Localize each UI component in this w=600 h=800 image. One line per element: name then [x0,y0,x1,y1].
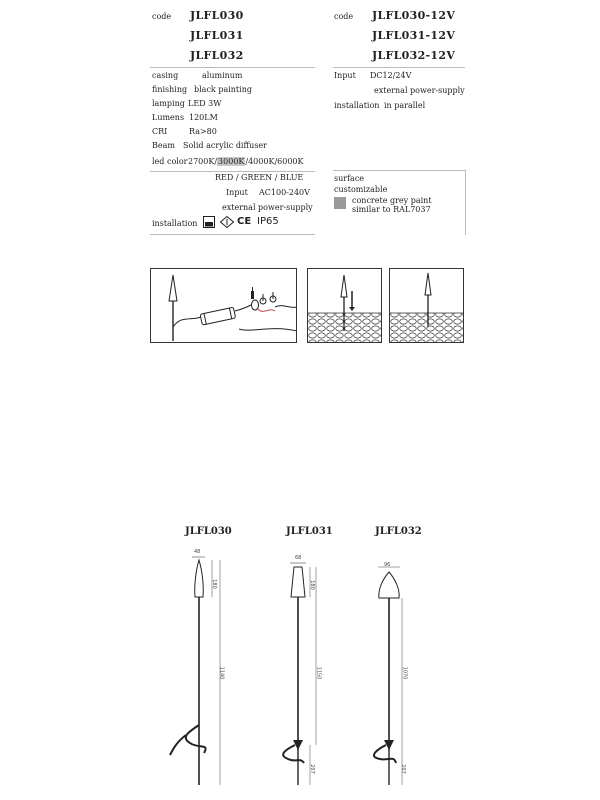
installation-label: installation [152,219,198,228]
jlfl030-drawing [170,557,220,785]
spike-dimension: 207 [399,764,406,774]
head-dimension: 180 [308,580,315,590]
code-label: code [334,12,354,21]
installed-panel [389,268,464,343]
model-title: JLFL031 [286,526,333,537]
ce-mark: CE [237,216,252,227]
wiring-diagram-panel [150,268,297,343]
install-step-panel [307,268,382,343]
spec-value: LED 3W [188,99,222,108]
spec-value: aluminum [202,71,243,80]
wiring-diagram [151,269,297,343]
width-dimension: 68 [295,555,302,561]
surface-value: customizable [334,185,388,194]
installation-label: installation [334,101,380,110]
jlfl032-drawing [374,567,402,785]
model-code: JLFL032 [190,49,244,62]
total-dimension: 1140 [218,666,225,680]
spec-label: finishing [152,85,188,94]
installed-diagram [390,269,464,343]
spec-label: casing [152,71,179,80]
input-value: DC12/24V [370,71,412,80]
surface-color-note: concrete grey paint [352,196,432,205]
spec-value: 120LM [189,113,218,122]
input-value: AC100-240V [259,188,310,197]
model-code: JLFL031 [190,29,244,42]
spike-dimension: 207 [308,764,315,774]
width-dimension: 48 [194,549,201,555]
spec-value: black painting [194,85,252,94]
model-code: JLFL030 [190,9,244,22]
spec-label: CRI [152,127,168,136]
power-supply-text: external power-supply [222,203,313,212]
ip-rating: IP65 [257,216,279,227]
led-color-options: 2700K/3000K/4000K/6000K [188,157,304,166]
led-color-option: 4000K [248,157,275,166]
model-title: JLFL030 [185,526,232,537]
model-title: JLFL032 [375,526,422,537]
color-swatch [334,197,346,209]
model-code: JLFL032-12V [372,49,456,62]
power-supply-text: external power-supply [374,86,465,95]
led-color-option: 2700K [188,157,215,166]
led-color-label: led color [152,157,188,166]
rgb-text: RED / GREEN / BLUE [215,173,304,182]
surface-color-note: similar to RAL7037 [352,205,431,214]
width-dimension: 96 [384,562,391,568]
total-dimension: 1070 [401,666,408,680]
surface-label: surface [334,174,365,183]
model-code: JLFL030-12V [372,9,456,22]
install-step-diagram [308,269,382,343]
spec-value: Ra>80 [189,127,217,136]
jlfl031-drawing [283,563,316,785]
spec-label: lamping [152,99,185,108]
code-label: code [152,12,172,21]
model-code: JLFL031-12V [372,29,456,42]
led-color-option-selected: 3000K [218,157,245,166]
input-label: Input [334,71,356,80]
spec-label: Lumens [152,113,185,122]
indoor-install-icon [203,216,215,228]
total-dimension: 1150 [315,666,322,680]
head-dimension: 180 [210,579,217,589]
spec-label: Beam [152,141,175,150]
led-color-option: 6000K [277,157,304,166]
class-insulation-icon [220,216,234,228]
installation-value: in parallel [384,101,426,110]
input-label: Input [226,188,248,197]
spec-value: Solid acrylic diffuser [183,141,267,150]
